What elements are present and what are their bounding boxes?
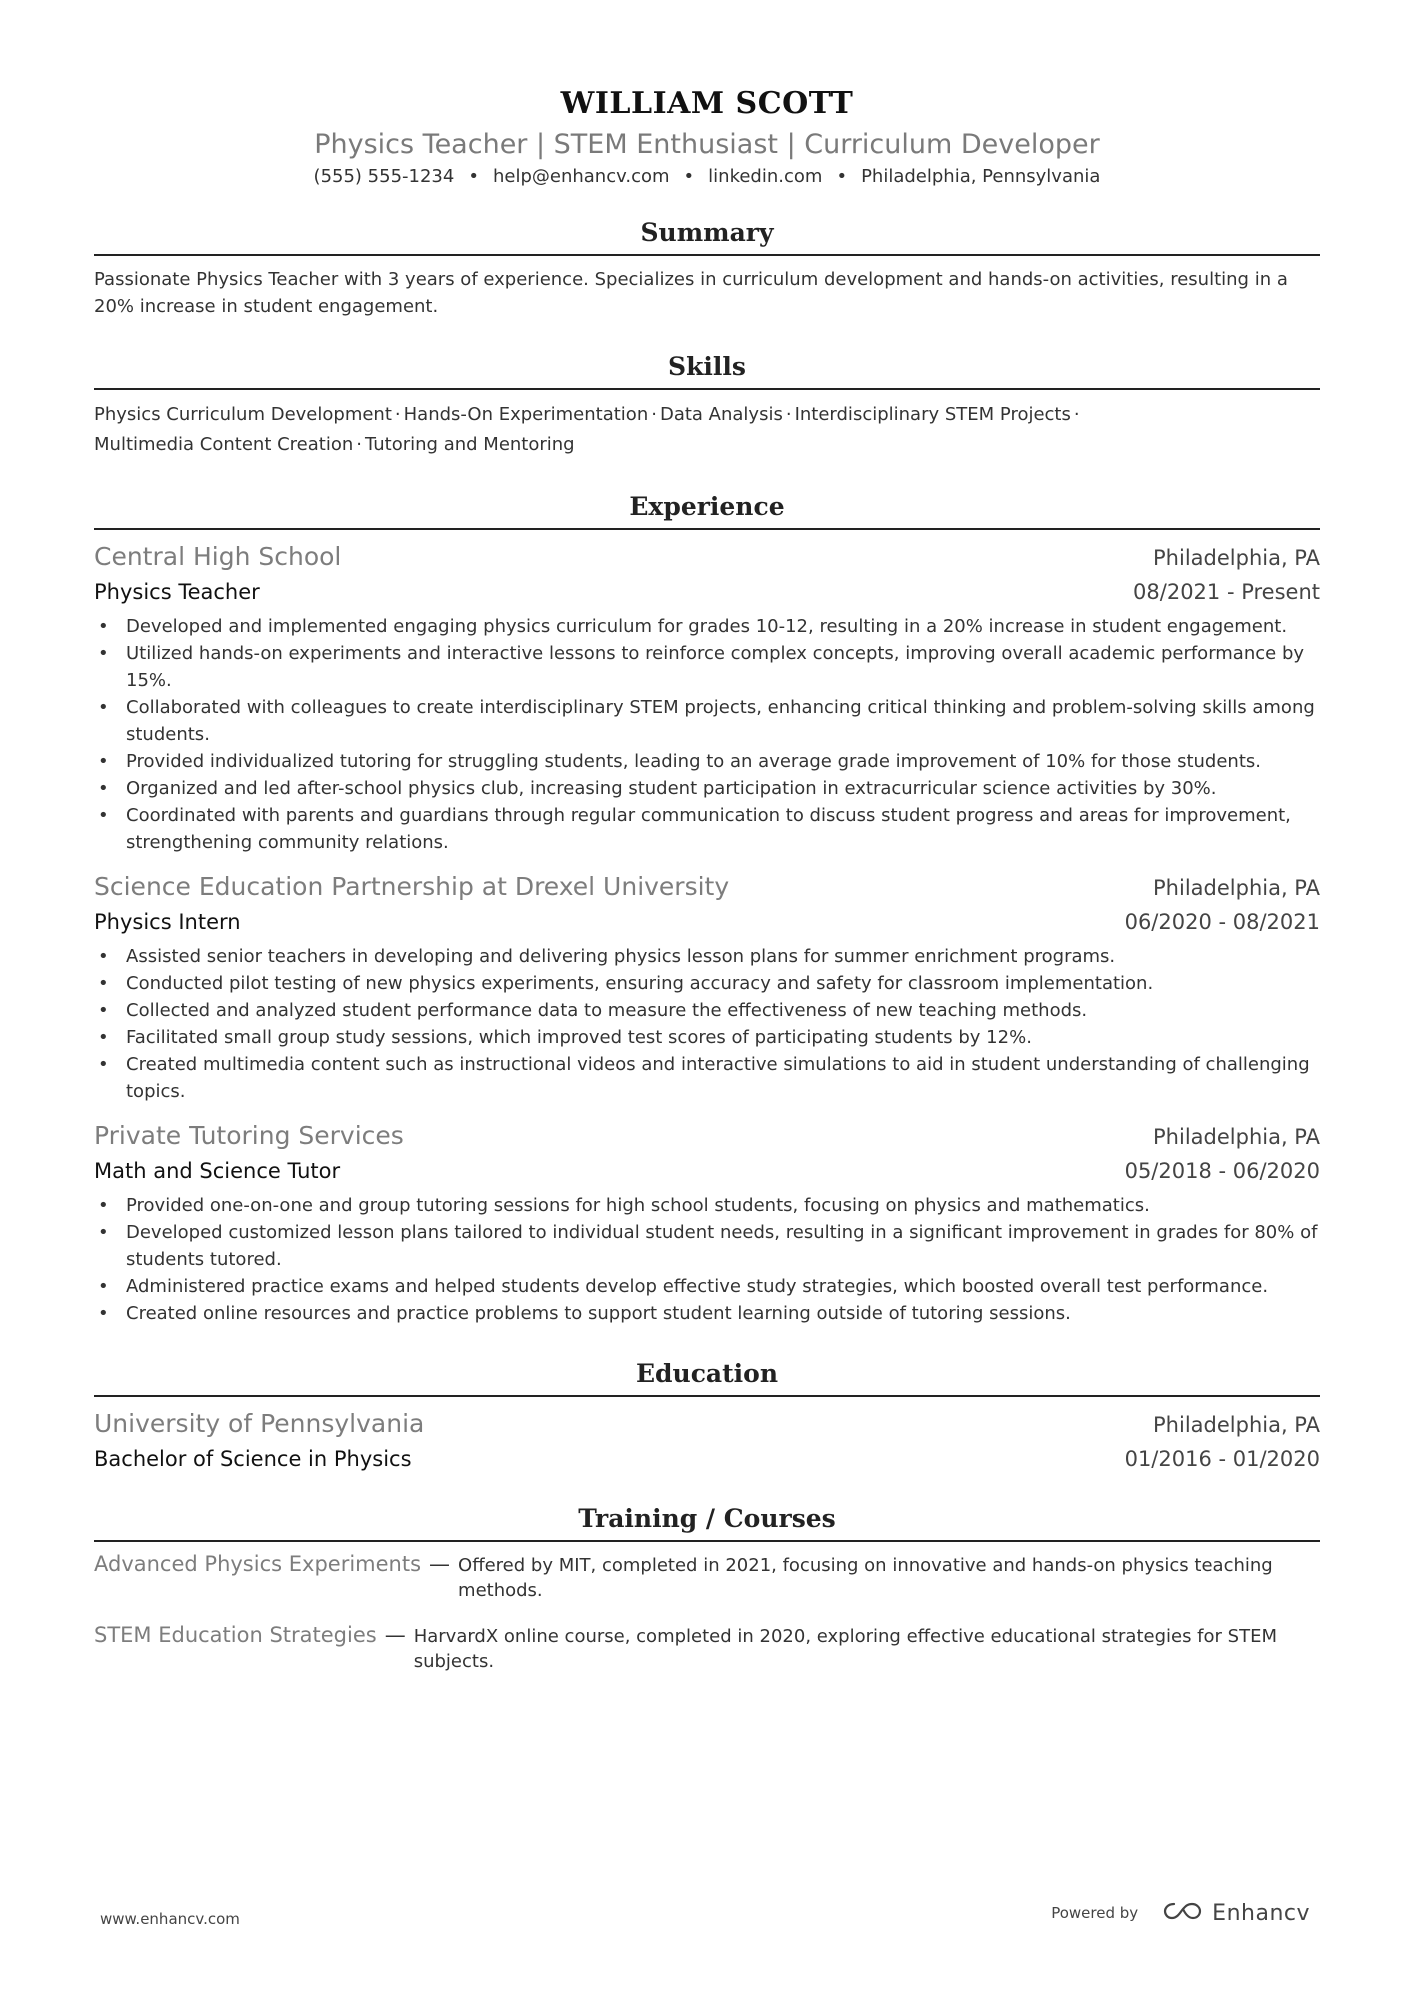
job-title: Math and Science Tutor [94, 1159, 341, 1183]
training-section [94, 1502, 1320, 1674]
experience-entry [94, 540, 1320, 856]
skill-item: Interdisciplinary STEM Projects [794, 404, 1071, 425]
candidate-title: Physics Teacher | STEM Enthusiast | Curriculum Developer [314, 129, 1100, 160]
employer-name: Private Tutoring Services [94, 1121, 404, 1150]
job-title: Physics Intern [94, 910, 241, 934]
skill-separator: · [394, 404, 401, 425]
employer-name: Central High School [94, 542, 342, 571]
job-location: Philadelphia, PA [1153, 876, 1320, 900]
course-description: HarvardX online course, completed in 2020, exploring effective educational strategies for STEM subjects. [413, 1626, 1277, 1672]
experience-section [94, 490, 1320, 1327]
education-section [94, 1357, 1320, 1476]
achievement-item: • Facilitated small group study sessions, which improved test scores of participating students by 12%. [94, 1024, 1320, 1051]
brand-name[interactable]: Enhancv [1212, 1900, 1310, 1926]
degree-title: Bachelor of Science in Physics [94, 1447, 412, 1471]
entry-subheader-row [94, 575, 1320, 609]
skills-section [94, 350, 1320, 460]
section-heading-training: Training / Courses [578, 1504, 836, 1533]
job-dates: 05/2018 - 06/2020 [1124, 1159, 1320, 1183]
skill-item: Multimedia Content Creation [94, 434, 354, 455]
achievement-item: • Utilized hands-on experiments and interactive lessons to reinforce complex concepts, improving overall academic performance by 15%. [94, 640, 1320, 694]
achievement-list [94, 613, 1320, 856]
skill-item: Physics Curriculum Development [94, 404, 392, 425]
course-dash: — [429, 1552, 451, 1576]
entry-subheader-row [94, 1154, 1320, 1188]
entry-header-row [94, 1119, 1320, 1154]
contact-email[interactable]: help@enhancv.com [492, 166, 670, 187]
section-divider [94, 388, 1320, 390]
course-name: Advanced Physics Experiments [94, 1552, 422, 1576]
achievement-item: • Assisted senior teachers in developing and delivering physics lesson plans for summer enrichment programs. [94, 943, 1320, 970]
experience-entry [94, 1119, 1320, 1327]
section-divider [94, 1540, 1320, 1542]
contact-line [94, 164, 1320, 190]
experience-entry [94, 870, 1320, 1105]
achievement-item: • Collected and analyzed student performance data to measure the effectiveness of new teaching methods. [94, 997, 1320, 1024]
job-title: Physics Teacher [94, 580, 260, 604]
course-item [94, 1552, 1320, 1603]
course-name: STEM Education Strategies [94, 1623, 377, 1647]
skill-item: Tutoring and Mentoring [365, 434, 575, 455]
achievement-item: • Coordinated with parents and guardians through regular communication to discuss student progress and areas for improvement, strengthening community relations. [94, 802, 1320, 856]
contact-separator: • [468, 166, 479, 187]
achievement-item: • Organized and led after-school physics club, increasing student participation in extracurricular science activities by 30%. [94, 775, 1320, 802]
job-dates: 08/2021 - Present [1133, 580, 1320, 604]
school-location: Philadelphia, PA [1153, 1413, 1320, 1437]
achievement-item: • Developed and implemented engaging physics curriculum for grades 10-12, resulting in a 20% increase in student engagement. [94, 613, 1320, 640]
employer-name: Science Education Partnership at Drexel University [94, 872, 730, 901]
skill-item: Data Analysis [659, 404, 783, 425]
section-heading-experience: Experience [629, 492, 785, 521]
education-entry [94, 1407, 1320, 1476]
course-item [94, 1623, 1320, 1674]
course-description: Offered by MIT, completed in 2021, focusing on innovative and hands-on physics teaching methods. [458, 1555, 1273, 1601]
skill-separator: · [356, 434, 362, 455]
skill-item: Hands-On Experimentation [403, 404, 649, 425]
school-name: University of Pennsylvania [94, 1409, 425, 1438]
contact-location: Philadelphia, Pennsylvania [861, 166, 1101, 187]
achievement-item: • Administered practice exams and helped students develop effective study strategies, which boosted overall test performance. [94, 1273, 1320, 1300]
achievement-item: • Provided individualized tutoring for struggling students, leading to an average grade improvement of 10% for those students. [94, 748, 1320, 775]
achievement-item: • Created multimedia content such as instructional videos and interactive simulations to aid in student understanding of challenging topics. [94, 1051, 1320, 1105]
contact-separator: • [683, 166, 695, 187]
achievement-list [94, 943, 1320, 1105]
entry-header-row [94, 1407, 1320, 1442]
job-location: Philadelphia, PA [1153, 546, 1320, 570]
entry-subheader-row [94, 905, 1320, 939]
candidate-name: WILLIAM SCOTT [560, 86, 854, 121]
section-divider [94, 254, 1320, 256]
section-heading-education: Education [635, 1359, 779, 1388]
achievement-item: • Created online resources and practice problems to support student learning outside of tutoring sessions. [94, 1300, 1320, 1327]
entry-header-row [94, 870, 1320, 905]
resume-content [94, 82, 1320, 1694]
contact-phone: (555) 555-1234 [313, 166, 455, 187]
course-dash: — [384, 1623, 406, 1647]
contact-separator: • [836, 166, 848, 187]
achievement-item: • Provided one-on-one and group tutoring sessions for high school students, focusing on physics and mathematics. [94, 1192, 1320, 1219]
section-heading-summary: Summary [640, 218, 774, 247]
education-dates: 01/2016 - 01/2020 [1124, 1447, 1320, 1471]
skill-separator: · [651, 404, 657, 425]
skill-separator: · [785, 404, 792, 425]
summary-section [94, 216, 1320, 320]
section-heading-skills: Skills [668, 352, 746, 381]
achievement-list [94, 1192, 1320, 1327]
achievement-item: • Conducted pilot testing of new physics experiments, ensuring accuracy and safety for classroom implementation. [94, 970, 1320, 997]
skills-list [94, 400, 1134, 460]
powered-by-label: Powered by [1051, 1904, 1139, 1922]
achievement-item: • Developed customized lesson plans tailored to individual student needs, resulting in a significant improvement in grades for 80% of students tutored. [94, 1219, 1320, 1273]
skill-separator: · [1073, 404, 1080, 425]
enhancv-logo-icon[interactable] [1162, 1900, 1204, 1926]
job-dates: 06/2020 - 08/2021 [1124, 910, 1320, 934]
section-divider [94, 528, 1320, 530]
entry-header-row [94, 540, 1320, 575]
achievement-item: • Collaborated with colleagues to create interdisciplinary STEM projects, enhancing critical thinking and problem-solving skills among students. [94, 694, 1320, 748]
entry-subheader-row [94, 1442, 1320, 1476]
footer-branding [1051, 1900, 1310, 1926]
footer-website[interactable]: www.enhancv.com [100, 1910, 240, 1928]
summary-text: Passionate Physics Teacher with 3 years of experience. Specializes in curriculum development and hands-on activities, resulting in a 20% increase in student engagement. [94, 269, 1288, 317]
contact-linkedin[interactable]: linkedin.com [708, 166, 823, 187]
section-divider [94, 1395, 1320, 1397]
job-location: Philadelphia, PA [1153, 1125, 1320, 1149]
